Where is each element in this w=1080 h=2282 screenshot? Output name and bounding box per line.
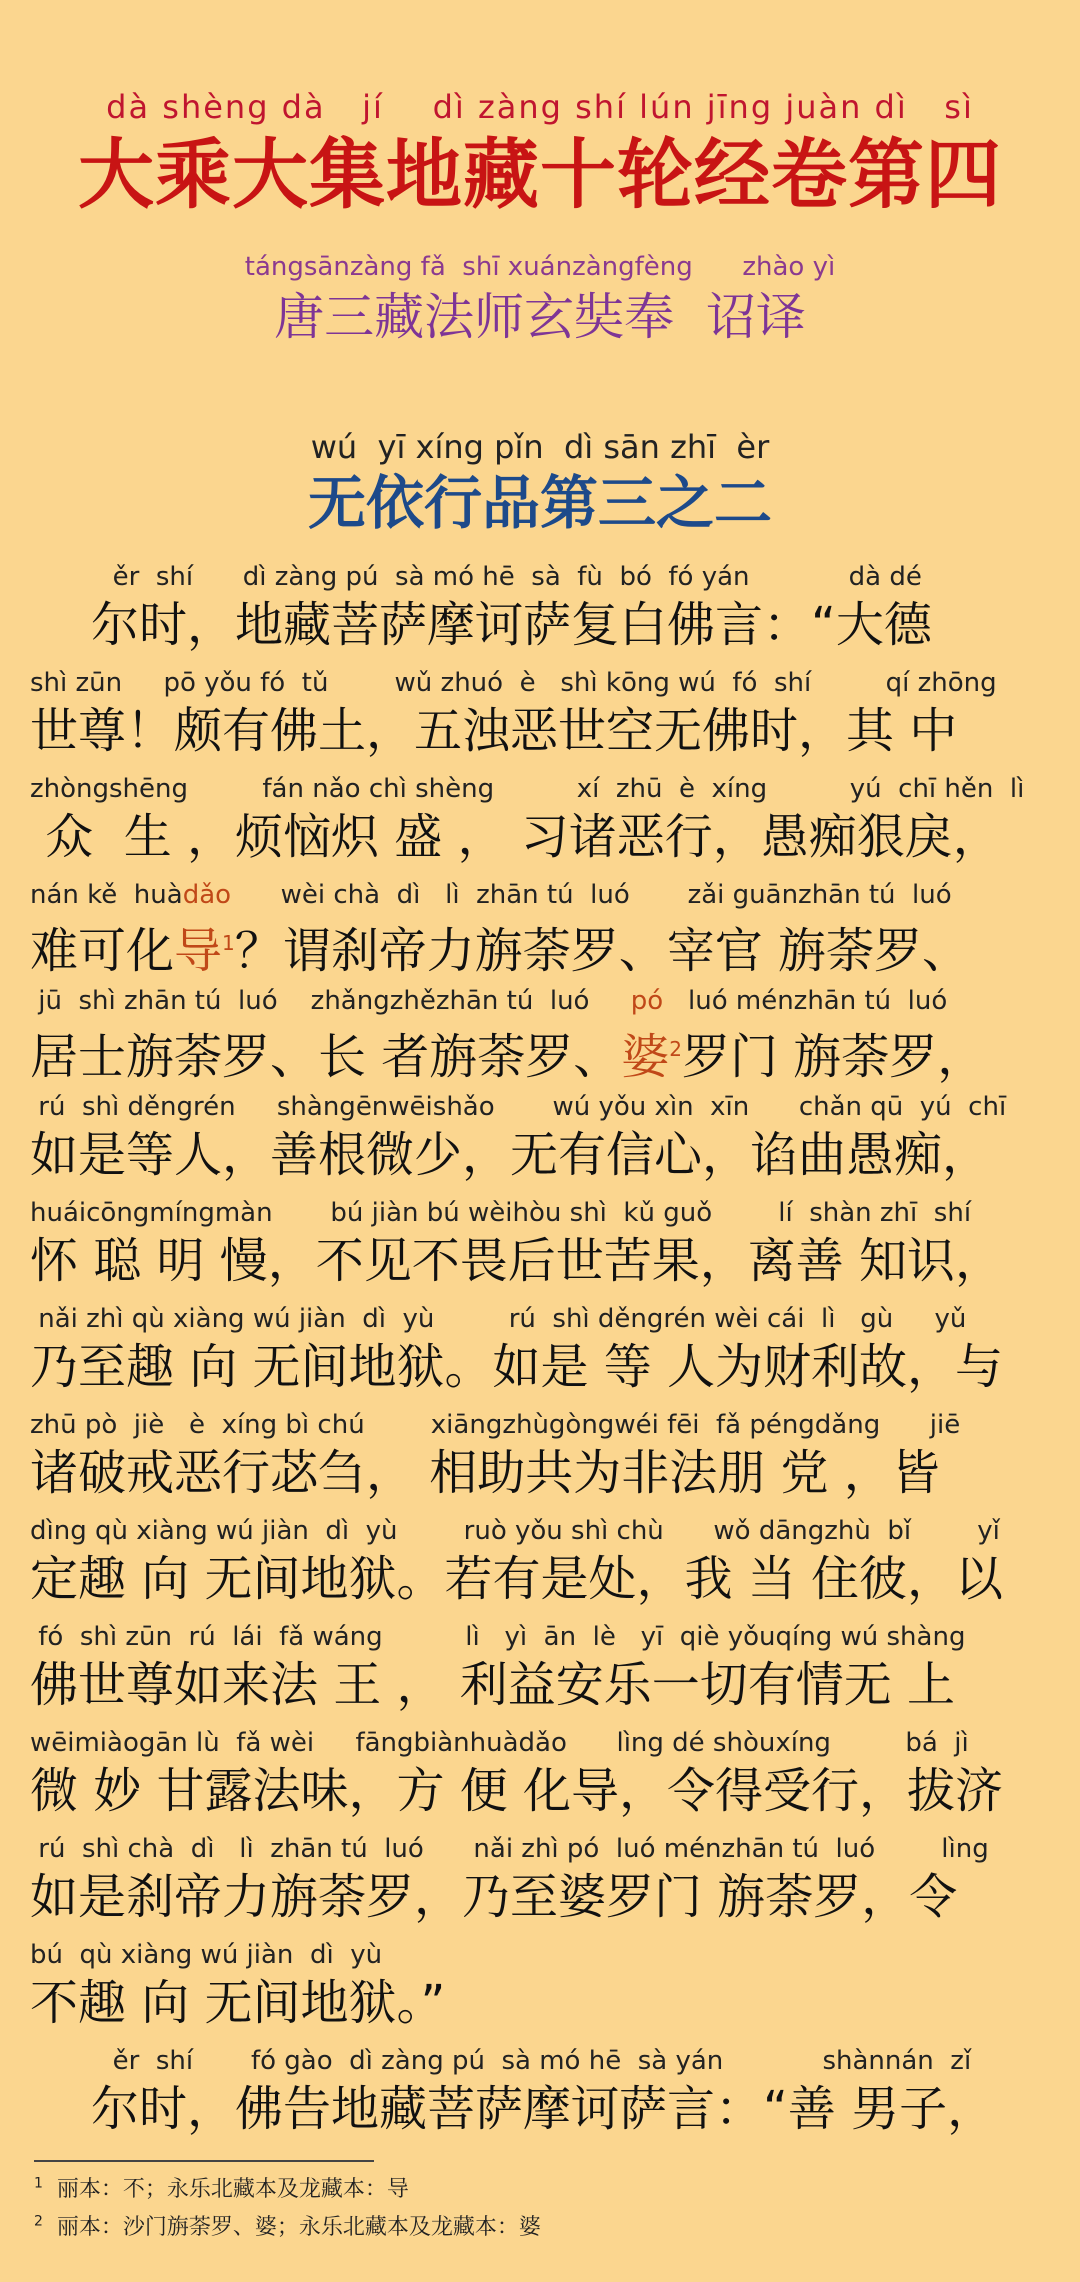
verse-line: wēimiàogān lù fǎ wèi fāngbiànhuàdǎo lìng dé shòuxíng bá jì 微 妙 甘露法味，方 便 化导，令得受行，拔济 [30,1728,1004,1819]
verse-line: ěr shí fó gào dì zàng pú sà mó hē sà yán shànnán zǐ 尔时，佛告地藏菩萨摩诃萨言：“善 男子， [30,2046,996,2137]
title-block [0,88,1080,220]
verse-line: bú qù xiàng wú jiàn dì yù 不趣 向 无间地狱。” [30,1940,446,2031]
verse-line: rú shì chà dì lì zhān tú luó nǎi zhì pó luó ménzhān tú luó lìng 如是刹帝力旃荼罗，乃至婆罗门 旃荼罗，令 [30,1834,989,1925]
translator-pinyin: tángsānzàng fǎ shī xuánzàngfèng zhào yì [244,252,836,282]
verse-line: huáicōngmíngmàn bú jiàn bú wèihòu shì kǔ guǒ lí shàn zhī shí 怀 聪 明 慢，不见不畏后世苦果，离善 知识， [30,1198,1004,1289]
footnote: $^1$ 丽本：不；永乐北藏本及龙藏本：导 [34,2175,409,2202]
verse-line: shì zūn pō yǒu fó tǔ wǔ zhuó è shì kōng wú fó shí qí zhōng 世尊！颇有佛土，五浊恶世空无佛时，其 中 [30,668,997,759]
footnote-ref: 1 [222,931,235,955]
verse-line: nán kě huàdǎo wèi chà dì lì zhān tú luó zǎi guānzhān tú luó 难可化导$^1$？谓刹帝力旃荼罗、宰官 旃荼罗、 [30,880,971,979]
chapter-block [0,428,1080,538]
chapter-title: 无依行品第三之二 [307,469,772,537]
footnote-ref: 2 [669,1037,683,1061]
verse-line: fó shì zūn rú lái fǎ wáng lì yì ān lè yī qiè yǒuqíng wú shàng 佛世尊如来法 王 ， 利益安乐一切有情无 上 [30,1622,966,1713]
variant-pinyin: dǎo [182,880,232,910]
variant-pinyin: pó [630,986,664,1016]
verse-line: dìng qù xiàng wú jiàn dì yù ruò yǒu shì chù wǒ dāngzhù bǐ yǐ 定趣 向 无间地狱。若有是处，我 当 住彼，以 [30,1516,1004,1607]
verse-line: nǎi zhì qù xiàng wú jiàn dì yù rú shì děngrén wèi cái lì gù yǔ 乃至趣 向 无间地狱。如是 等 人为财利故，与 [30,1304,1004,1395]
verse-line: ěr shí dì zàng pú sà mó hē sà fù bó fó yán dà dé 尔时，地藏菩萨摩诃萨复白佛言：“大德 [30,562,932,653]
chapter-pinyin: wú yī xíng pǐn dì sān zhī èr [310,428,770,466]
title-pinyin: dà shèng dà jí dì zàng shí lún jīng juàn dì sì [106,88,974,126]
verse-line: jū shì zhān tú luó zhǎngzhězhān tú luó pó luó ménzhān tú luó 居士旃荼罗、长 者旃荼罗、婆$^2$罗门 旃荼罗， [30,986,986,1085]
footnote: $^2$ 丽本：沙门旃荼罗、婆；永乐北藏本及龙藏本：婆 [34,2213,541,2240]
sutra-title: 大乘大集地藏十轮经卷第四 [78,130,1002,219]
translator-block [0,252,1080,348]
translator-credit: 唐三藏法师玄奘奉 诏译 [274,288,806,346]
variant-character: 导 [174,923,223,979]
verse-line: zhòngshēng fán nǎo chì shèng xí zhū è xíng yú chī hěn lì 众 生 ，烦恼炽 盛 ， 习诸恶行，愚痴狠戾， [30,774,1025,865]
variant-character: 婆 [621,1029,670,1085]
verse-line: zhū pò jiè è xíng bì chú xiāngzhùgòngwéi fēi fǎ péngdǎng jiē 诸破戒恶行苾刍， 相助共为非法朋 党 ，皆 [30,1410,961,1501]
verse-line: rú shì děngrén shàngēnwēishǎo wú yǒu xìn xīn chǎn qū yú chī 如是等人，善根微少，无有信心，谄曲愚痴， [30,1092,1007,1183]
footnote-divider [34,2160,374,2162]
